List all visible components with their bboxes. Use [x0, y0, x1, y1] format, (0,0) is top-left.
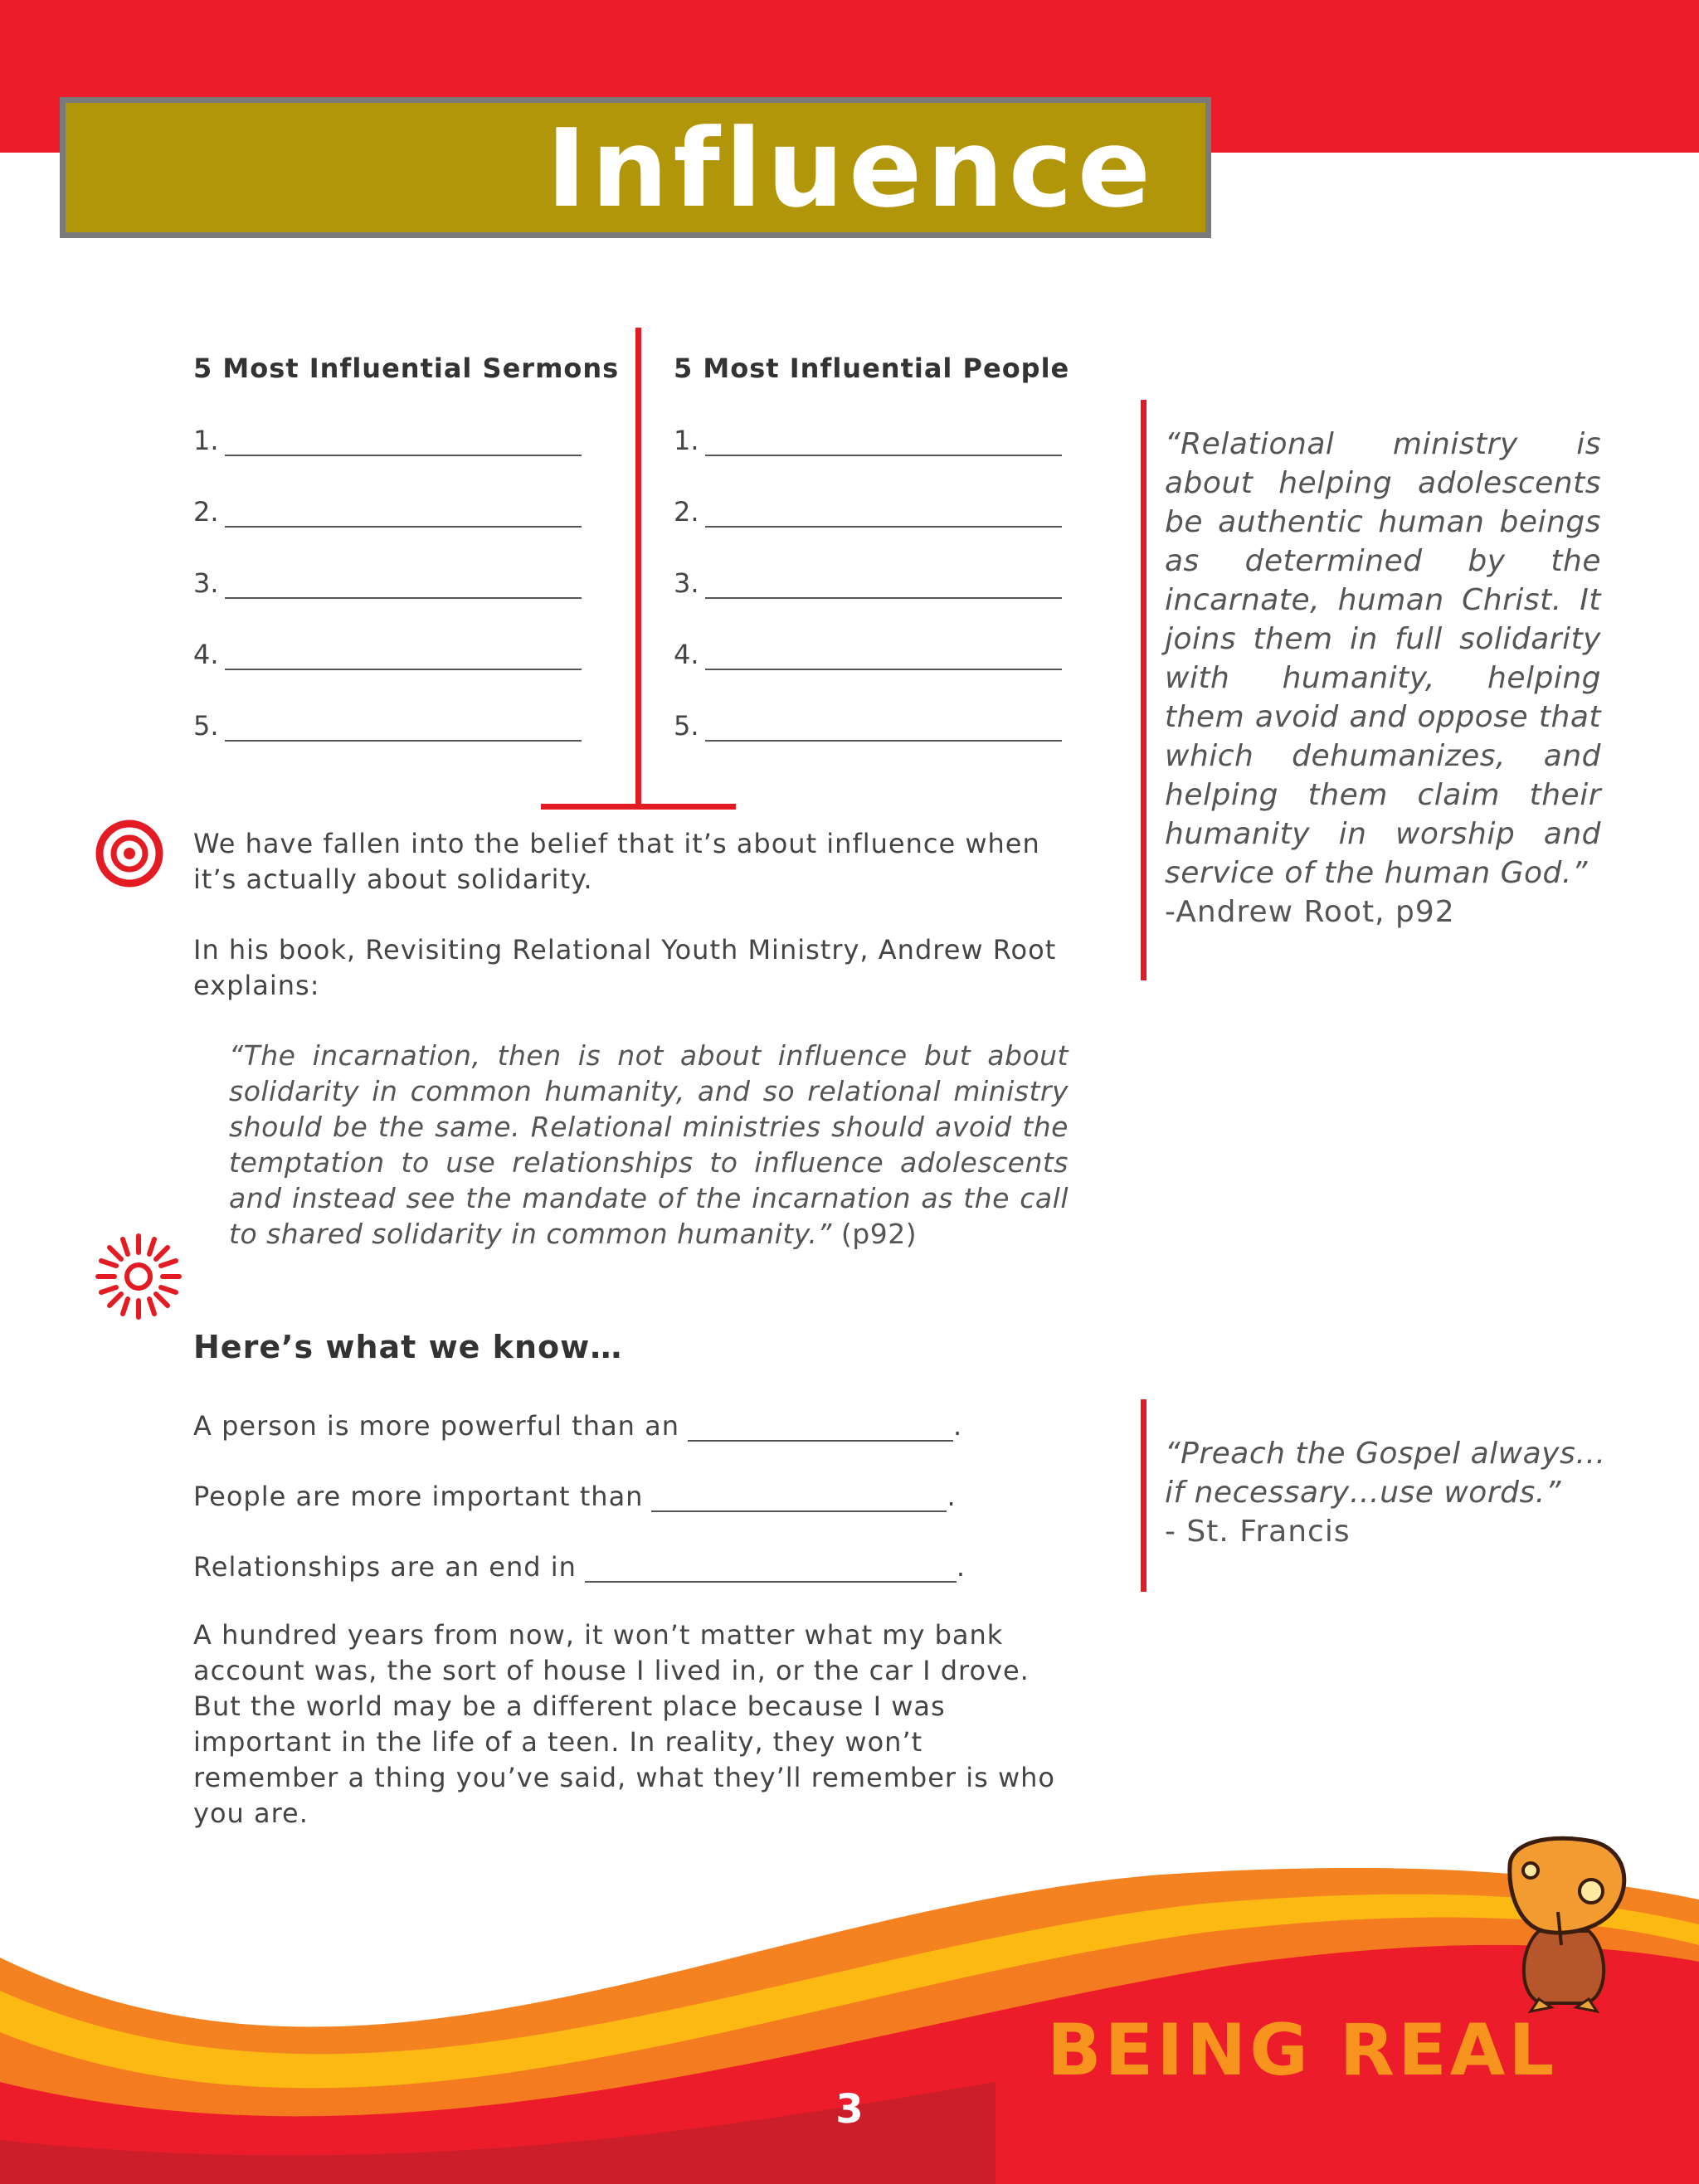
- book-paragraph: In his book, Revisiting Relational Youth Ministry, Andrew Root explains:: [193, 934, 1057, 1001]
- fill-blank-2[interactable]: [651, 1484, 947, 1512]
- sidebar-quote-2-text: “Preach the Gospel always… if necessary…use words.”: [1165, 1437, 1606, 1510]
- page-number: 3: [835, 2086, 864, 2133]
- mascot-icon: [1493, 1833, 1634, 2016]
- know-heading: Here’s what we know…: [193, 1329, 623, 1365]
- sermon-blank-3[interactable]: 3.: [193, 562, 582, 599]
- sermon-blank-5[interactable]: 5.: [193, 705, 582, 742]
- intro-paragraph: We have fallen into the belief that it’s about influence when it’s actually about solidarity.: [193, 828, 1040, 895]
- brand-wordmark: BEING REAL: [1047, 2009, 1558, 2092]
- book-quote-cite: (p92): [840, 1218, 918, 1250]
- sermon-blank-1[interactable]: 1.: [193, 420, 582, 456]
- sidebar-quote-2: [1165, 1434, 1613, 1551]
- book-quote-text: “The incarnation, then is not about influence but about solidarity in common humanity, and so relational ministry should be the same. Relational ministries should avoid the temptation to use relationships to influence adolescents and instead see the mandate of the incarnation as the call to shared solidarity in common humanity.”: [229, 1039, 1069, 1250]
- fill-blank-1[interactable]: [688, 1413, 953, 1442]
- person-blank-2[interactable]: 2.: [674, 491, 1062, 528]
- person-blank-4[interactable]: 4.: [674, 634, 1062, 670]
- person-blank-3[interactable]: 3.: [674, 562, 1062, 599]
- fill-row-2: People are more important than .: [193, 1481, 957, 1512]
- sidebar-quote-1-text: “Relational ministry is about helping adolescents be authentic human beings as determined by the incarnate, human Christ. It joins them in full solidarity with humanity, helping them avoid and oppose that which dehumanizes, and helping them claim their humanity in worship and service of the human God.”: [1165, 427, 1601, 890]
- column-divider: [635, 328, 641, 809]
- sidebar-rule-2: [1141, 1399, 1146, 1592]
- page-title: Influence: [546, 105, 1156, 231]
- fill-row-1: A person is more powerful than an .: [193, 1410, 963, 1442]
- target-icon: [95, 819, 164, 888]
- fill-row-3: Relationships are an end in .: [193, 1551, 966, 1583]
- sermon-blank-2[interactable]: 2.: [193, 491, 582, 528]
- people-heading: 5 Most Influential People: [674, 353, 1070, 384]
- sidebar-quote-1: [1165, 425, 1601, 931]
- closing-paragraph: A hundred years from now, it won’t matter what my bank account was, the sort of house I lived in, or the car I drove. But the world may be a different place because I was important in the life of a teen. In reality, they won’t remember a thing you’ve said, what they’ll remember is who you are.: [193, 1619, 1055, 1829]
- fill-blank-3[interactable]: [585, 1554, 957, 1583]
- sidebar-quote-2-attribution: - St. Francis: [1165, 1515, 1351, 1549]
- sidebar-quote-1-attribution: -Andrew Root, p92: [1165, 895, 1455, 929]
- person-blank-5[interactable]: 5.: [674, 705, 1062, 742]
- sun-icon: [95, 1233, 183, 1321]
- sermon-blank-4[interactable]: 4.: [193, 634, 582, 670]
- person-blank-1[interactable]: 1.: [674, 420, 1062, 456]
- book-quote: [229, 1038, 1069, 1252]
- title-box: [60, 97, 1211, 238]
- sermons-heading: 5 Most Influential Sermons: [193, 353, 620, 384]
- sidebar-rule-1: [1141, 400, 1146, 980]
- divider-base: [541, 804, 736, 810]
